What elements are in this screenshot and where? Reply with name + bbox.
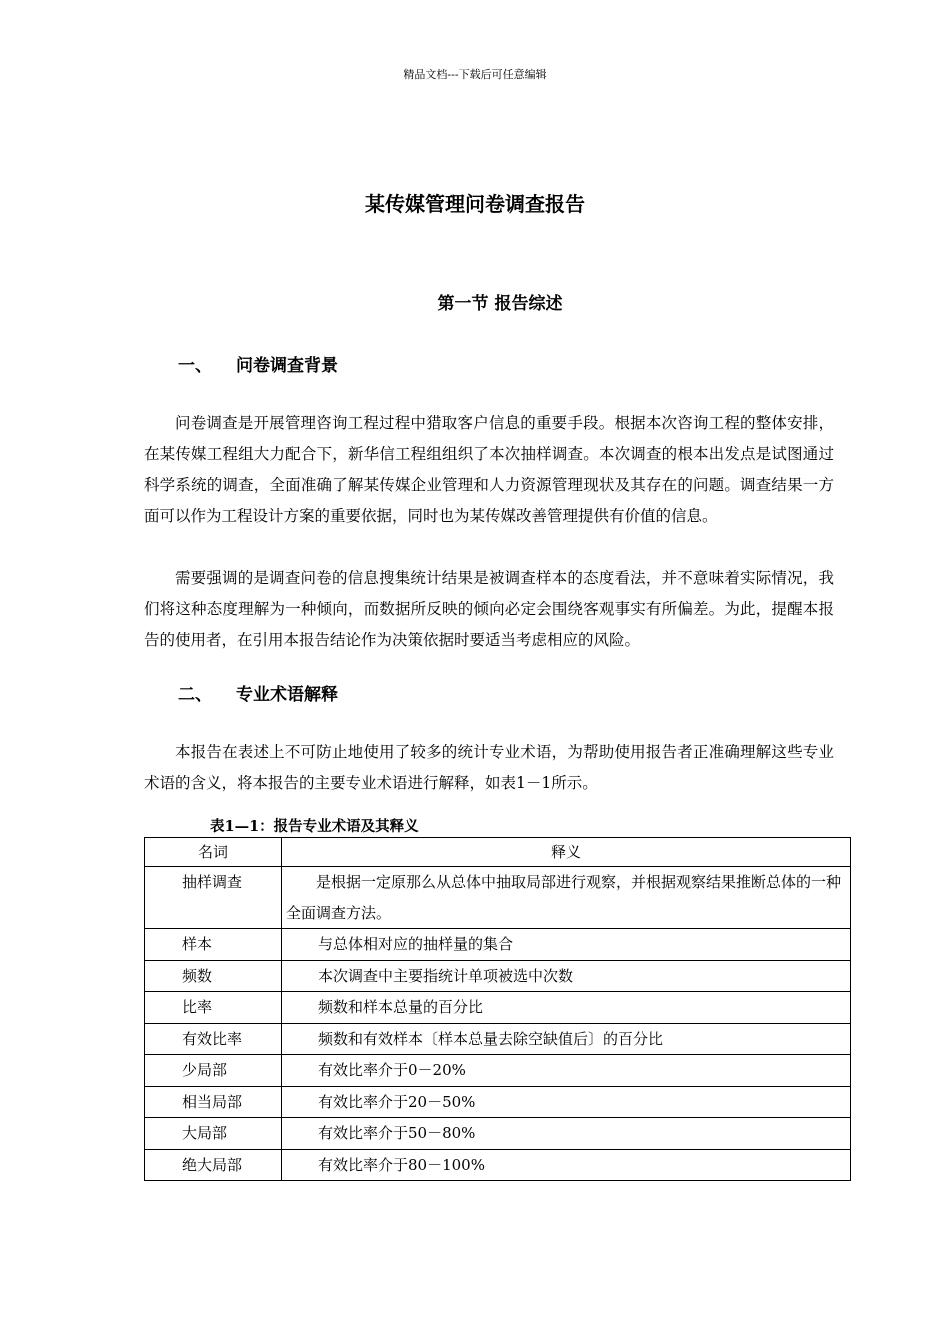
definition-cell: 本次调查中主要指统计单项被选中次数	[282, 960, 851, 992]
document-title: 某传媒管理问卷调查报告	[365, 192, 585, 216]
term-cell: 样本	[145, 929, 282, 961]
term-cell: 比率	[145, 992, 282, 1024]
definition-cell: 与总体相对应的抽样量的集合	[282, 929, 851, 961]
heading-number: 二、	[178, 685, 212, 705]
term-cell: 绝大局部	[145, 1149, 282, 1181]
heading-text: 问卷调查背景	[236, 356, 338, 376]
header-term: 名词	[145, 838, 282, 867]
table-row	[145, 1023, 851, 1055]
term-cell: 少局部	[145, 1055, 282, 1087]
table-row	[145, 1118, 851, 1150]
term-cell: 相当局部	[145, 1086, 282, 1118]
definition-cell: 频数和样本总量的百分比	[282, 992, 851, 1024]
header-definition: 释义	[282, 838, 851, 867]
table-row	[145, 1055, 851, 1087]
table-row	[145, 929, 851, 961]
table-header-row	[145, 838, 851, 867]
terms-table	[144, 837, 851, 1181]
definition-cell: 是根据一定原那么从总体中抽取局部进行观察，并根据观察结果推断总体的一种全面调查方法。	[282, 867, 851, 929]
heading-text: 专业术语解释	[236, 685, 338, 705]
paragraph-2: 需要强调的是调查问卷的信息搜集统计结果是被调查样本的态度看法，并不意味着实际情况，我们将这种态度理解为一种倾向，而数据所反映的倾向必定会围绕客观事实有所偏差。为此，提醒本报告的使用者，在引用本报告结论作为决策依据时要适当考虑相应的风险。	[144, 569, 834, 649]
section-title: 第一节 报告综述	[437, 294, 563, 314]
table-row	[145, 867, 851, 929]
table-caption: 表1—1：报告专业术语及其释义	[210, 818, 419, 835]
term-cell: 抽样调查	[145, 867, 282, 929]
paragraph-3: 本报告在表述上不可防止地使用了较多的统计专业术语，为帮助使用报告者正准确理解这些专业术语的含义，将本报告的主要专业术语进行解释，如表1－1所示。	[144, 743, 834, 792]
term-cell: 有效比率	[145, 1023, 282, 1055]
definition-cell: 频数和有效样本〔样本总量去除空缺值后〕的百分比	[282, 1023, 851, 1055]
table-row	[145, 1149, 851, 1181]
definition-cell: 有效比率介于0－20%	[282, 1055, 851, 1087]
definition-cell: 有效比率介于50－80%	[282, 1118, 851, 1150]
paragraph-1: 问卷调查是开展管理咨询工程过程中猎取客户信息的重要手段。根据本次咨询工程的整体安排，在某传媒工程组大力配合下，新华信工程组组织了本次抽样调查。本次调查的根本出发点是试图通过科学系统的调查，全面准确了解某传媒企业管理和人力资源管理现状及其存在的问题。调查结果一方面可以作为工程设计方案的重要依据，同时也为某传媒改善管理提供有价值的信息。	[144, 414, 834, 525]
definition-cell: 有效比率介于20－50%	[282, 1086, 851, 1118]
table-row	[145, 992, 851, 1024]
heading-number: 一、	[178, 356, 212, 376]
heading-terms	[178, 680, 338, 705]
page-header: 精品文档---下载后可任意编辑	[403, 68, 547, 81]
table-row	[145, 960, 851, 992]
term-cell: 大局部	[145, 1118, 282, 1150]
table-row	[145, 1086, 851, 1118]
term-cell: 频数	[145, 960, 282, 992]
definition-cell: 有效比率介于80－100%	[282, 1149, 851, 1181]
heading-background	[178, 351, 338, 376]
